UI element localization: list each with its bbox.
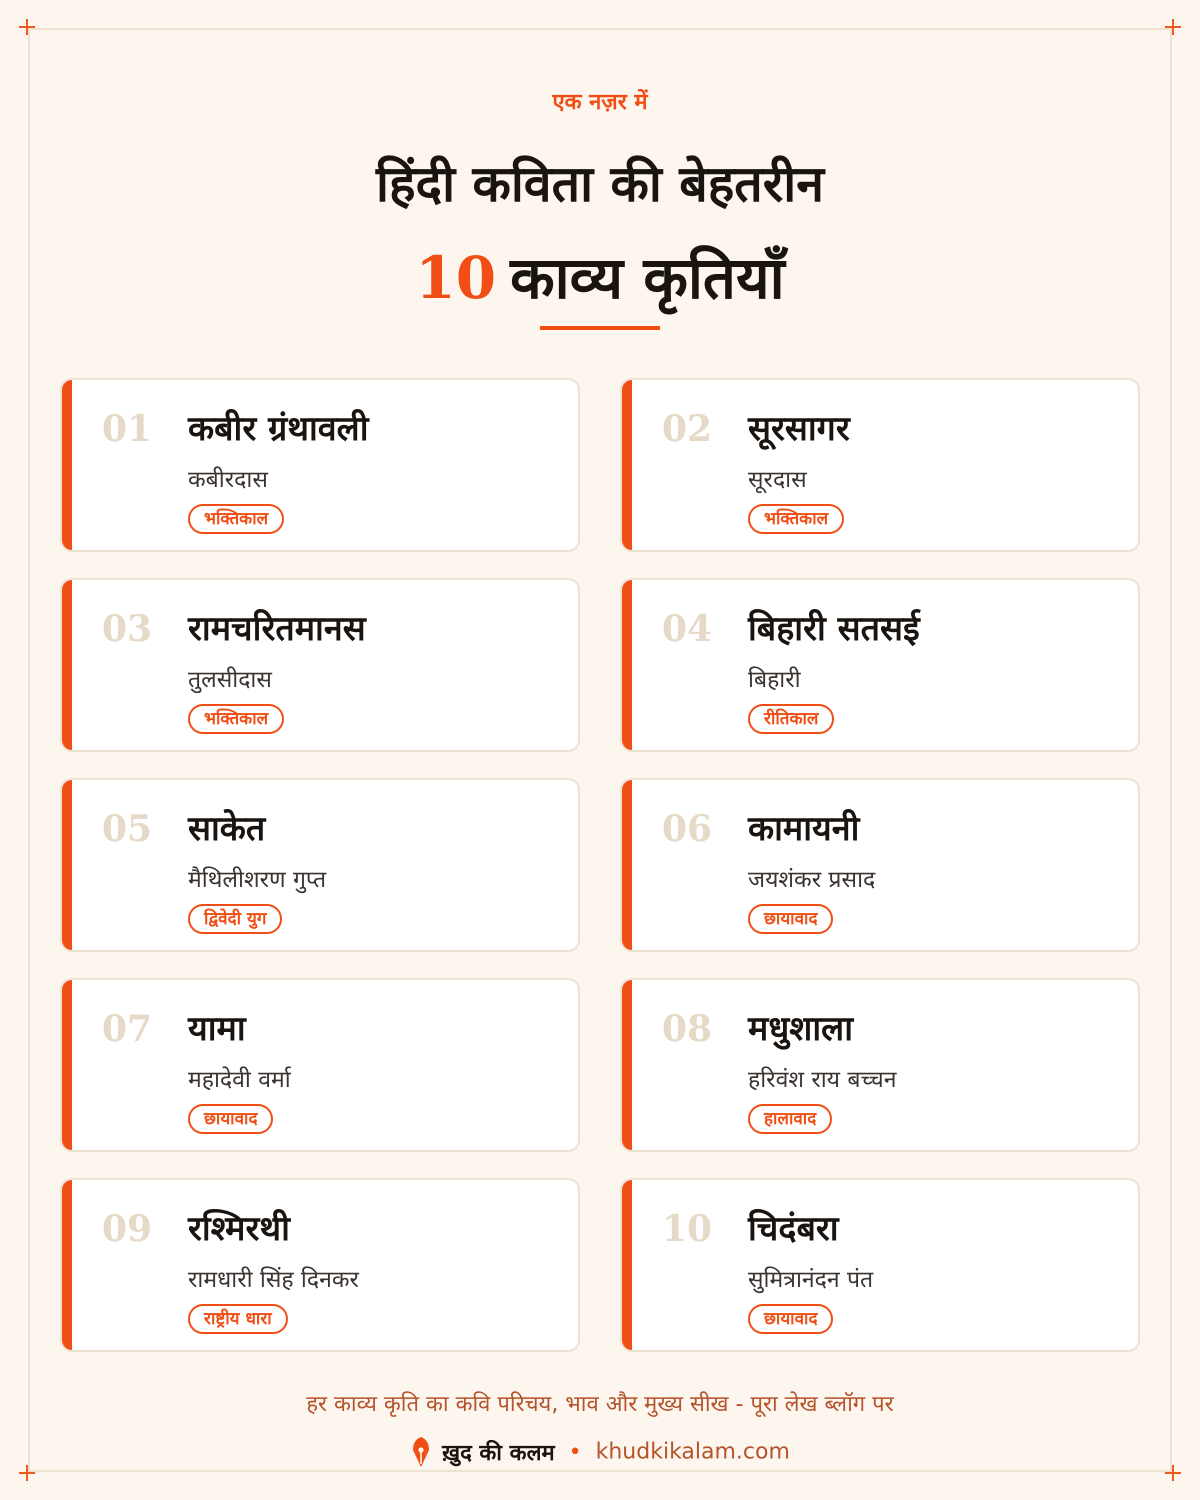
brand-name: ख़ुद की कलम xyxy=(442,1441,555,1466)
era-tag: छायावाद xyxy=(188,1104,273,1134)
card-number: 06 xyxy=(662,808,713,850)
pen-nib-icon xyxy=(410,1436,432,1468)
page-title: हिंदी कविता की बेहतरीन xyxy=(376,154,824,213)
card-accent-bar xyxy=(622,580,632,750)
corner-plus-icon xyxy=(19,19,35,35)
title-line2: काव्य कृतियाँ xyxy=(510,244,785,312)
poet-name: मैथिलीशरण गुप्त xyxy=(188,867,327,893)
work-card xyxy=(60,378,580,552)
card-number: 05 xyxy=(102,808,153,850)
card-accent-bar xyxy=(622,1180,632,1350)
card-accent-bar xyxy=(62,1180,72,1350)
card-accent-bar xyxy=(62,580,72,750)
poet-name: रामधारी सिंह दिनकर xyxy=(188,1267,359,1293)
work-card xyxy=(60,578,580,752)
card-accent-bar xyxy=(62,780,72,950)
page-subtitle xyxy=(0,236,1200,315)
card-accent-bar xyxy=(62,980,72,1150)
card-number: 08 xyxy=(662,1008,713,1050)
work-title: रश्मिरथी xyxy=(188,1209,290,1249)
era-tag: हालावाद xyxy=(748,1104,832,1134)
poet-name: सुमित्रानंदन पंत xyxy=(748,1267,874,1293)
work-title: साकेत xyxy=(188,809,266,849)
title-divider xyxy=(540,326,660,330)
era-tag: राष्ट्रीय धारा xyxy=(188,1304,288,1334)
work-card xyxy=(620,978,1140,1152)
poet-name: जयशंकर प्रसाद xyxy=(748,867,876,893)
footer-note: हर काव्य कृति का कवि परिचय, भाव और मुख्य सीख - पूरा लेख ब्लॉग पर xyxy=(306,1392,894,1417)
card-accent-bar xyxy=(622,980,632,1150)
work-card xyxy=(60,978,580,1152)
card-number: 02 xyxy=(662,408,713,450)
card-number: 01 xyxy=(102,408,153,450)
work-title: रामचरितमानस xyxy=(188,609,366,649)
era-tag: छायावाद xyxy=(748,904,833,934)
work-title: कबीर ग्रंथावली xyxy=(188,409,369,449)
poet-name: महादेवी वर्मा xyxy=(188,1067,291,1093)
era-tag: रीतिकाल xyxy=(748,704,834,734)
work-card xyxy=(620,1178,1140,1352)
work-card xyxy=(620,378,1140,552)
card-accent-bar xyxy=(622,780,632,950)
separator-dot: • xyxy=(568,1439,582,1465)
brand-row xyxy=(0,1436,1200,1468)
era-tag: भक्तिकाल xyxy=(748,504,844,534)
work-title: बिहारी सतसई xyxy=(748,609,920,649)
era-tag: छायावाद xyxy=(748,1304,833,1334)
work-title: चिदंबरा xyxy=(748,1209,839,1249)
poet-name: तुलसीदास xyxy=(188,667,272,693)
work-card xyxy=(60,1178,580,1352)
work-card xyxy=(620,578,1140,752)
card-accent-bar xyxy=(62,380,72,550)
corner-plus-icon xyxy=(1165,19,1181,35)
card-number: 03 xyxy=(102,608,153,650)
work-title: सूरसागर xyxy=(748,409,850,449)
title-number: 10 xyxy=(415,244,497,312)
work-title: कामायनी xyxy=(748,809,860,849)
card-number: 07 xyxy=(102,1008,153,1050)
work-card xyxy=(60,778,580,952)
website-link[interactable]: khudkikalam.com xyxy=(595,1439,790,1465)
card-number: 10 xyxy=(662,1208,713,1250)
work-card xyxy=(620,778,1140,952)
card-number: 04 xyxy=(662,608,713,650)
era-tag: द्विवेदी युग xyxy=(188,904,282,934)
poet-name: कबीरदास xyxy=(188,467,268,493)
poet-name: सूरदास xyxy=(748,467,807,493)
poet-name: बिहारी xyxy=(748,667,801,693)
poet-name: हरिवंश राय बच्चन xyxy=(748,1067,897,1093)
era-tag: भक्तिकाल xyxy=(188,704,284,734)
work-title: यामा xyxy=(188,1009,246,1049)
eyebrow-text: एक नज़र में xyxy=(552,90,648,115)
card-accent-bar xyxy=(622,380,632,550)
card-number: 09 xyxy=(102,1208,153,1250)
work-title: मधुशाला xyxy=(748,1009,854,1049)
era-tag: भक्तिकाल xyxy=(188,504,284,534)
